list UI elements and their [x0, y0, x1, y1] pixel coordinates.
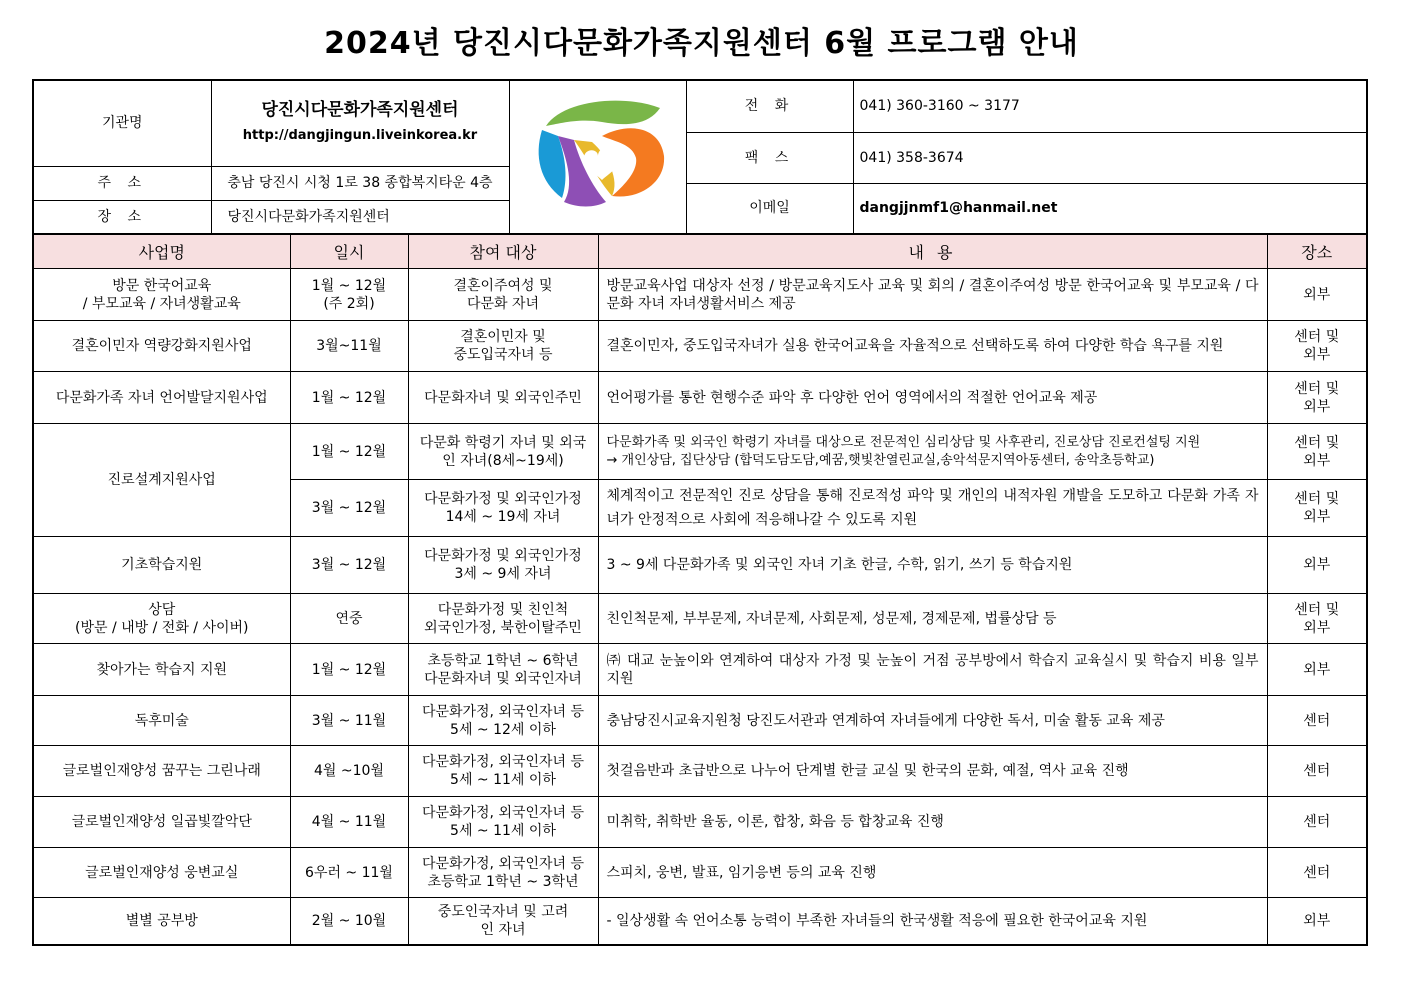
table-row — [33, 321, 1367, 372]
program-target: 다문화가정, 외국인자녀 등 5세 ~ 11세 이하 — [408, 797, 598, 848]
program-target: 다문화가정 및 외국인가정 14세 ~ 19세 자녀 — [408, 480, 598, 537]
program-date: 1월 ~ 12월 — [290, 644, 408, 696]
email-value[interactable]: dangjjnmf1@hanmail.net — [853, 183, 1367, 234]
program-target: 결혼이민자 및 중도입국자녀 등 — [408, 321, 598, 372]
program-date: 3월 ~ 11월 — [290, 696, 408, 746]
fax-value: 041) 358-3674 — [853, 132, 1367, 183]
program-name: 다문화가족 자녀 언어발달지원사업 — [33, 372, 290, 424]
program-name: 진로설계지원사업 — [33, 424, 290, 537]
program-place: 센터 및 외부 — [1267, 594, 1367, 644]
program-place: 외부 — [1267, 644, 1367, 696]
table-row — [33, 644, 1367, 696]
program-place: 외부 — [1267, 269, 1367, 321]
program-content: 미취학, 취학반 율동, 이론, 합창, 화음 등 합창교육 진행 — [598, 797, 1267, 848]
program-date: 1월 ~ 12월 — [290, 372, 408, 424]
program-content: 언어평가를 통한 현행수준 파악 후 다양한 언어 영역에서의 적절한 언어교육 제공 — [598, 372, 1267, 424]
program-date: 연중 — [290, 594, 408, 644]
table-row — [33, 269, 1367, 321]
program-place: 센터 — [1267, 746, 1367, 797]
email-label: 이메일 — [686, 183, 853, 234]
program-place: 센터 및 외부 — [1267, 321, 1367, 372]
program-content: ㈜ 대교 눈높이와 연계하여 대상자 가정 및 눈높이 거점 공부방에서 학습지 교육실시 및 학습지 비용 일부 지원 — [598, 644, 1267, 696]
program-date: 1월 ~ 12월 — [290, 424, 408, 480]
program-place: 센터 — [1267, 696, 1367, 746]
program-date: 4월 ~10월 — [290, 746, 408, 797]
address-label: 주 소 — [33, 166, 211, 200]
program-rows — [33, 269, 1367, 945]
program-target: 초등학교 1학년 ~ 6학년 다문화자녀 및 외국인자녀 — [408, 644, 598, 696]
program-name: 상담 (방문 / 내방 / 전화 / 사이버) — [33, 594, 290, 644]
table-row — [33, 898, 1367, 945]
program-date: 2월 ~ 10월 — [290, 898, 408, 945]
org-name: 당진시다문화가족지원센터 — [261, 100, 459, 121]
program-name: 기초학습지원 — [33, 537, 290, 594]
program-name: 글로벌인재양성 꿈꾸는 그린나래 — [33, 746, 290, 797]
program-content: 체계적이고 전문적인 진로 상담을 통해 진로적성 파악 및 개인의 내적자원 개발을 도모하고 다문화 가족 자녀가 안정적으로 사회에 적응해나갈 수 있도록 지원 — [598, 480, 1267, 537]
fax-label: 팩 스 — [686, 132, 853, 183]
program-target: 결혼이주여성 및 다문화 자녀 — [408, 269, 598, 321]
table-row — [33, 746, 1367, 797]
program-target: 다문화가정, 외국인자녀 등 5세 ~ 12세 이하 — [408, 696, 598, 746]
table-row — [33, 696, 1367, 746]
program-name: 독후미술 — [33, 696, 290, 746]
program-content: 3 ~ 9세 다문화가족 및 외국인 자녀 기초 한글, 수학, 읽기, 쓰기 등 학습지원 — [598, 537, 1267, 594]
program-name: 결혼이민자 역량강화지원사업 — [33, 321, 290, 372]
program-content: - 일상생활 속 언어소통 능력이 부족한 자녀들의 한국생활 적응에 필요한 한국어교육 지원 — [598, 898, 1267, 945]
program-date: 3월 ~ 12월 — [290, 537, 408, 594]
header-content: 내 용 — [598, 234, 1267, 269]
program-name: 찾아가는 학습지 지원 — [33, 644, 290, 696]
program-content: 방문교육사업 대상자 선정 / 방문교육지도사 교육 및 회의 / 결혼이주여성 방문 한국어교육 및 부모교육 / 다문화 자녀 자녀생활서비스 제공 — [598, 269, 1267, 321]
program-place: 센터 및 외부 — [1267, 424, 1367, 480]
address-value: 충남 당진시 시청 1로 38 종합복지타운 4층 — [211, 166, 509, 200]
program-date: 4월 ~ 11월 — [290, 797, 408, 848]
header-program-name: 사업명 — [33, 234, 290, 269]
program-target: 다문화가정 및 외국인가정 3세 ~ 9세 자녀 — [408, 537, 598, 594]
program-date: 3월 ~ 12월 — [290, 480, 408, 537]
program-target: 다문화 학령기 자녀 및 외국인 자녀(8세~19세) — [408, 424, 598, 480]
program-content: 충남당진시교육지원청 당진도서관과 연계하여 자녀들에게 다양한 독서, 미술 활동 교육 제공 — [598, 696, 1267, 746]
program-place: 센터 — [1267, 848, 1367, 898]
table-row — [33, 594, 1367, 644]
program-target: 다문화가정 및 친인척 외국인가정, 북한이탈주민 — [408, 594, 598, 644]
header-target: 참여 대상 — [408, 234, 598, 269]
program-place: 외부 — [1267, 537, 1367, 594]
program-date: 3월~11월 — [290, 321, 408, 372]
program-content: 결혼이민자, 중도입국자녀가 실용 한국어교육을 자율적으로 선택하도록 하여 다양한 학습 욕구를 지원 — [598, 321, 1267, 372]
program-name: 방문 한국어교육 / 부모교육 / 자녀생활교육 — [33, 269, 290, 321]
program-name: 글로벌인재양성 일곱빛깔악단 — [33, 797, 290, 848]
program-target: 중도인국자녀 및 고려인 자녀 — [408, 898, 598, 945]
place-value: 당진시다문화가족지원센터 — [211, 200, 509, 234]
org-name-cell — [211, 80, 509, 166]
program-content: 스피치, 웅변, 발표, 임기응변 등의 교육 진행 — [598, 848, 1267, 898]
heart-swirl-logo-icon — [528, 96, 668, 214]
table-row — [33, 797, 1367, 848]
program-place: 센터 — [1267, 797, 1367, 848]
program-content: 친인척문제, 부부문제, 자녀문제, 사회문제, 성문제, 경제문제, 법률상담 등 — [598, 594, 1267, 644]
program-target: 다문화가정, 외국인자녀 등 초등학교 1학년 ~ 3학년 — [408, 848, 598, 898]
program-content: 첫걸음반과 초급반으로 나누어 단계별 한글 교실 및 한국의 문화, 예절, 역사 교육 진행 — [598, 746, 1267, 797]
program-target: 다문화가정, 외국인자녀 등 5세 ~ 11세 이하 — [408, 746, 598, 797]
program-date: 6우러 ~ 11월 — [290, 848, 408, 898]
table-row — [33, 848, 1367, 898]
place-label: 장 소 — [33, 200, 211, 234]
logo-cell — [509, 80, 686, 234]
program-place: 센터 및 외부 — [1267, 372, 1367, 424]
org-url[interactable]: http://dangjingun.liveinkorea.kr — [242, 128, 478, 144]
program-table — [32, 233, 1368, 946]
org-label: 기관명 — [33, 80, 211, 166]
program-target: 다문화자녀 및 외국인주민 — [408, 372, 598, 424]
phone-label: 전 화 — [686, 80, 853, 132]
table-row — [33, 372, 1367, 424]
program-date: 1월 ~ 12월 (주 2회) — [290, 269, 408, 321]
program-content: 다문화가족 및 외국인 학령기 자녀를 대상으로 전문적인 심리상담 및 사후관리, 진로상담 진로컨설팅 지원 → 개인상담, 집단상담 (합덕도담도담,예꿈,햇빛찬열린교실,송악석문지역아동센터, 송악초등학교) — [598, 424, 1267, 480]
header-place: 장소 — [1267, 234, 1367, 269]
program-place: 센터 및 외부 — [1267, 480, 1367, 537]
org-info-table — [32, 79, 1368, 235]
page-title: 2024년 당진시다문화가족지원센터 6월 프로그램 안내 — [324, 26, 1079, 61]
table-row — [33, 424, 1367, 480]
table-row — [33, 537, 1367, 594]
program-name: 별별 공부방 — [33, 898, 290, 945]
header-date: 일시 — [290, 234, 408, 269]
phone-value: 041) 360-3160 ~ 3177 — [853, 80, 1367, 132]
program-name: 글로벌인재양성 웅변교실 — [33, 848, 290, 898]
program-place: 외부 — [1267, 898, 1367, 945]
